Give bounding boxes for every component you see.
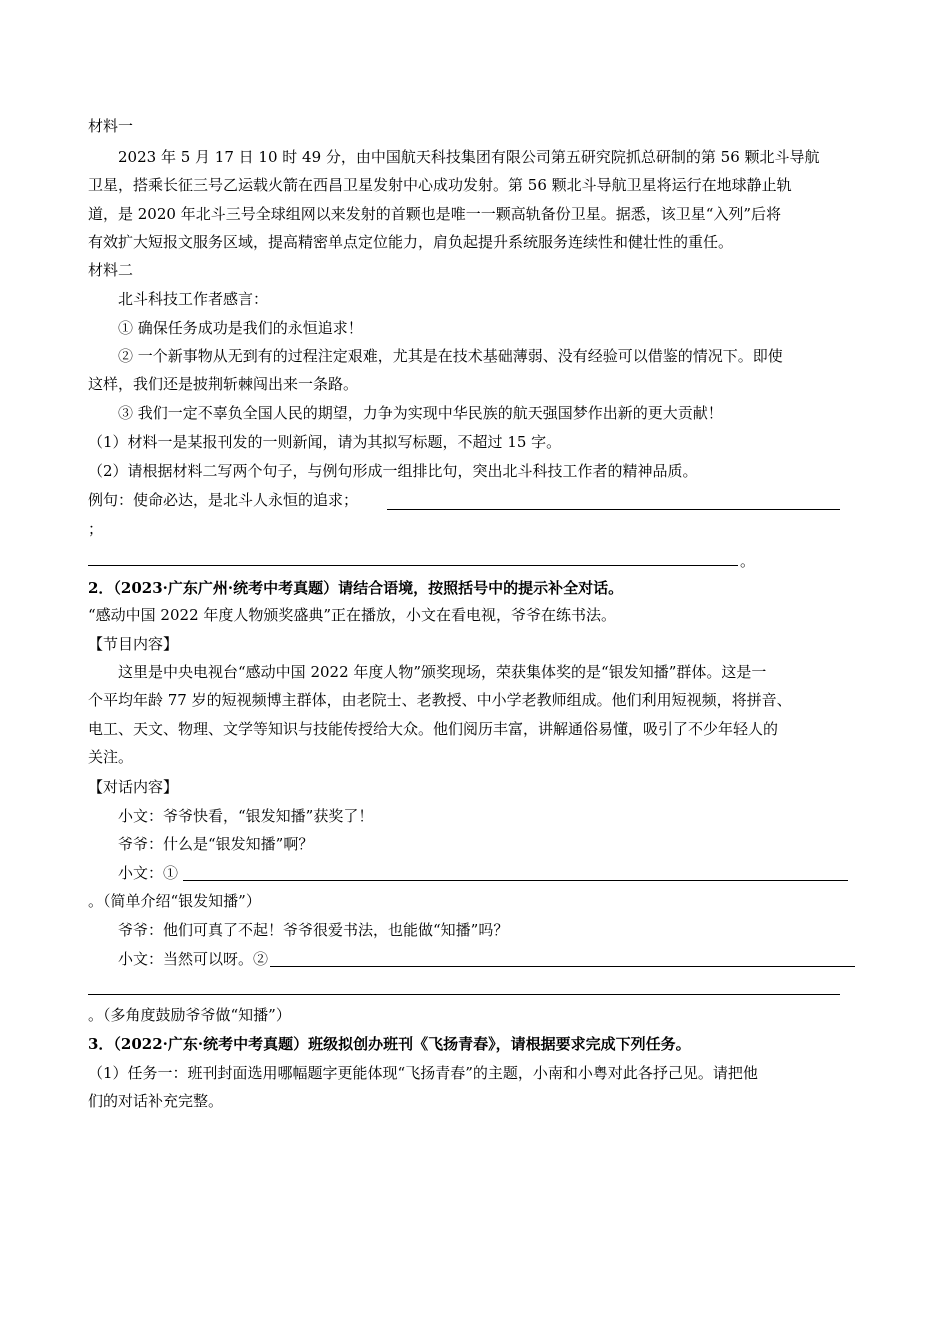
material1-line-1: 2023 年 5 月 17 日 10 时 49 分，由中国航天科技集团有限公司第五研究院抓总研制的第 56 颗北斗导航	[118, 148, 820, 166]
material1-line-4: 有效扩大短报文服务区域，提高精密单点定位能力，肩负起提升系统服务连续性和健壮性的重任。	[88, 233, 734, 251]
q2-context: “感动中国 2022 年度人物颁奖盛典”正在播放，小文在看电视，爷爷在练书法。	[88, 606, 617, 624]
q3-title: 3．（2022·广东·统考中考真题）班级拟创办班刊《飞扬青春》，请根据要求完成下列任务。	[88, 1035, 691, 1053]
q1-task-2: （2）请根据材料二写两个句子，与例句形成一组排比句，突出北斗科技工作者的精神品质。	[88, 462, 698, 480]
q2-hint-2: 。（多角度鼓励爷爷做“知播”）	[88, 1006, 291, 1024]
q1-answer-blank-2[interactable]	[88, 565, 738, 566]
material1-heading: 材料一	[88, 117, 134, 135]
q2-title: 2．（2023·广东广州·统考中考真题）请结合语境，按照括号中的提示补全对话。	[88, 579, 624, 597]
material2-item-2-line-1: ② 一个新事物从无到有的过程注定艰难，尤其是在技术基础薄弱、没有经验可以借鉴的情况下。即使	[118, 347, 783, 365]
q2-program-heading: 【节目内容】	[88, 635, 179, 653]
q1-task-1: （1）材料一是某报刊发的一则新闻，请为其拟写标题，不超过 15 字。	[88, 433, 562, 451]
q2-dialog-3: 小文：①	[118, 864, 179, 882]
q1-period: 。	[740, 552, 756, 570]
q2-dialog-4: 爷爷：他们可真了不起！爷爷很爱书法，也能做“知播”吗？	[118, 921, 509, 939]
material1-line-3: 道，是 2020 年北斗三号全球组网以来发射的首颗也是唯一一颗高轨备份卫星。据悉，该卫星“入列”后将	[88, 205, 782, 223]
material1-line-2: 卫星，搭乘长征三号乙运载火箭在西昌卫星发射中心成功发射。第 56 颗北斗导航卫星将运行在地球静止轨	[88, 176, 792, 194]
q1-example: 例句：使命必达，是北斗人永恒的追求；	[88, 491, 359, 509]
material2-item-1: ① 确保任务成功是我们的永恒追求！	[118, 319, 363, 337]
q1-semicolon: ；	[88, 520, 104, 538]
q2-answer-blank-2a[interactable]	[270, 966, 855, 967]
q1-answer-blank-1[interactable]	[387, 509, 840, 510]
q2-dialog-1: 小文：爷爷快看，“银发知播”获奖了！	[118, 807, 374, 825]
material2-item-2-line-2: 这样，我们还是披荆斩棘闯出来一条路。	[88, 375, 359, 393]
material2-item-3: ③ 我们一定不辜负全国人民的期望，力争为实现中华民族的航天强国梦作出新的更大贡献！	[118, 404, 723, 422]
q2-dialog-5: 小文：当然可以呀。②	[118, 950, 269, 968]
q2-program-line-2: 个平均年龄 77 岁的短视频博主群体，由老院士、老教授、中小学老教师组成。他们利用短视频，将拼音、	[88, 691, 792, 709]
q2-program-line-1: 这里是中央电视台“感动中国 2022 年度人物”颁奖现场，荣获集体奖的是“银发知播”群体。这是一	[118, 663, 767, 681]
material2-heading: 材料二	[88, 261, 134, 279]
material2-intro: 北斗科技工作者感言：	[118, 290, 269, 308]
q2-hint-1: 。（简单介绍“银发知播”）	[88, 892, 261, 910]
q3-task-1-line-2: 们的对话补充完整。	[88, 1092, 224, 1110]
q2-dialog-2: 爷爷：什么是“银发知播”啊？	[118, 835, 314, 853]
q2-dialog-heading: 【对话内容】	[88, 778, 179, 796]
q3-task-1-line-1: （1）任务一：班刊封面选用哪幅题字更能体现“飞扬青春”的主题，小南和小粤对此各抒己见。请把他	[88, 1064, 758, 1082]
q2-program-line-3: 电工、天文、物理、文学等知识与技能传授给大众。他们阅历丰富，讲解通俗易懂，吸引了不少年轻人的	[88, 720, 779, 738]
q2-answer-blank-2b[interactable]	[88, 994, 840, 995]
q2-program-line-4: 关注。	[88, 748, 134, 766]
q2-answer-blank-1[interactable]	[183, 880, 848, 881]
